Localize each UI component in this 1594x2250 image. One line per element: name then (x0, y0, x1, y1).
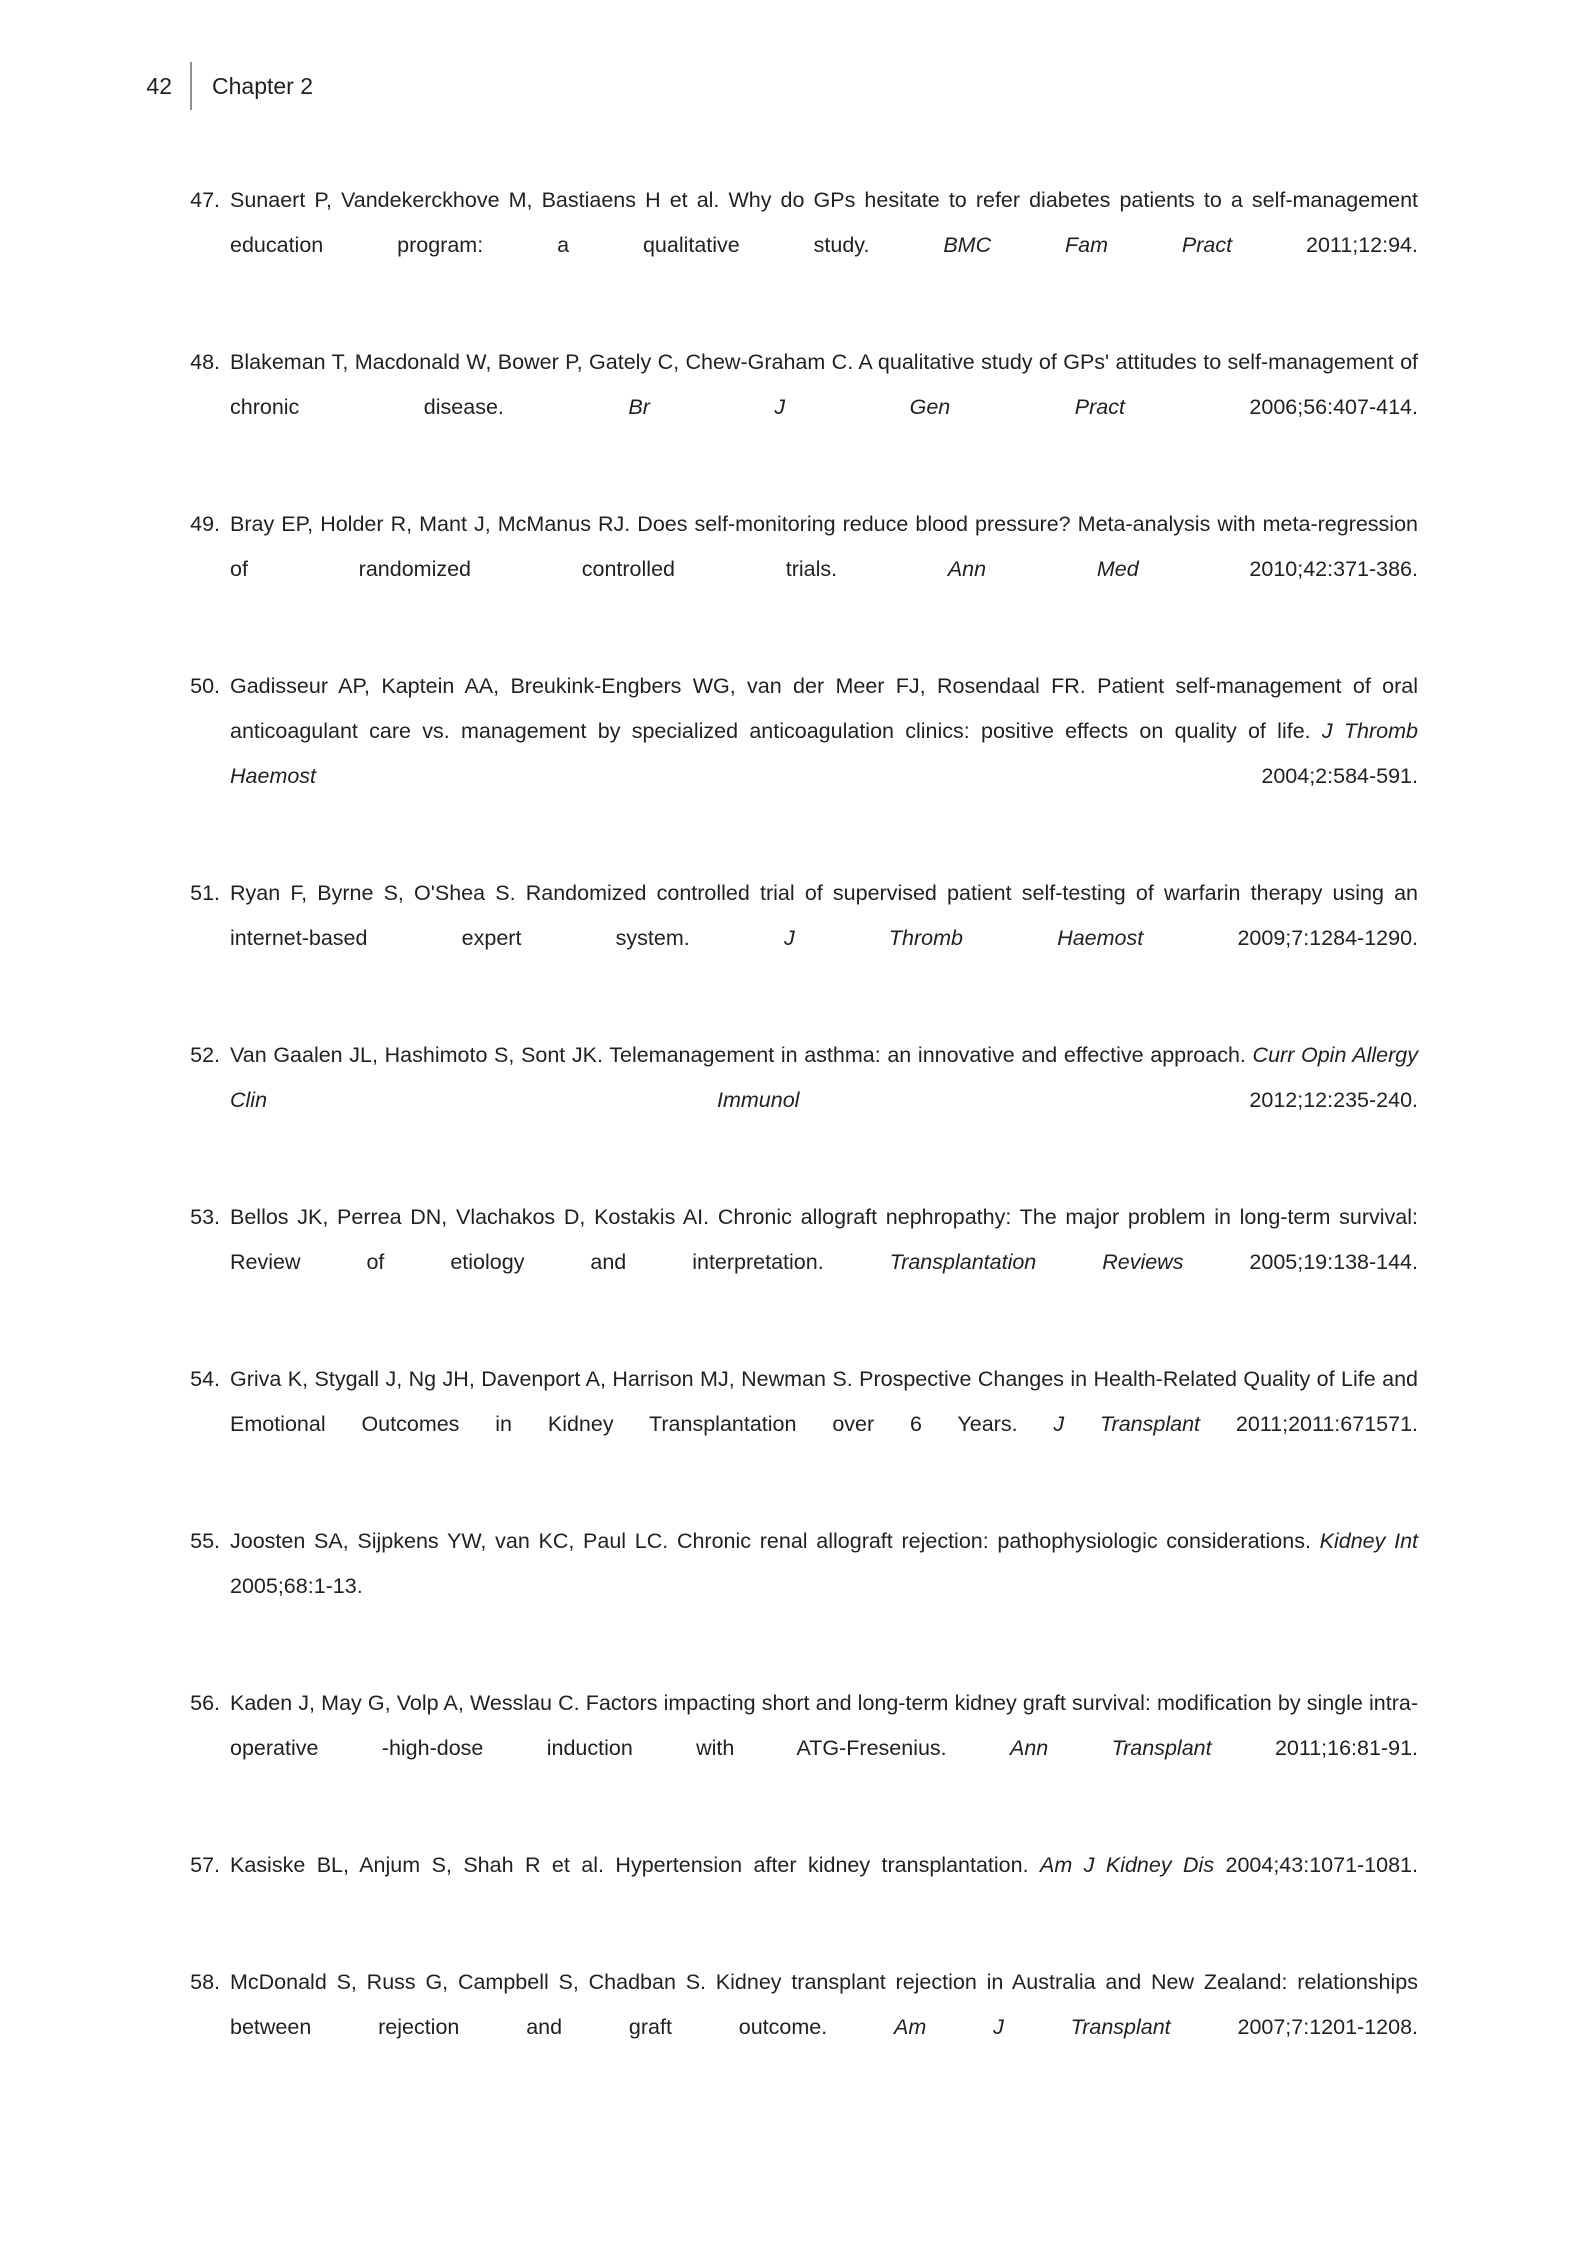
reference-journal: J Transplant (1053, 1412, 1201, 1436)
reference-journal: Am J Transplant (894, 2015, 1171, 2039)
reference-item (178, 1960, 1418, 2095)
reference-text (230, 340, 1418, 475)
reference-text (230, 1033, 1418, 1168)
reference-journal: BMC Fam Pract (943, 233, 1233, 257)
reference-text (230, 178, 1418, 313)
reference-number: 48. (190, 350, 220, 374)
reference-text (230, 1357, 1418, 1492)
reference-text-segment: 2009;7:1284-1290. (1143, 926, 1418, 950)
reference-text (230, 664, 1418, 844)
reference-text-segment: 2004;43:1071-1081. (1214, 1853, 1418, 1877)
reference-text-segment: Blakeman T, Macdonald W, Bower P, Gately C, Chew-Graham C. A qualitative study of GPs' attitudes to self-management of chronic disease. (230, 350, 1418, 419)
reference-journal: Am J Kidney Dis (1040, 1853, 1215, 1877)
reference-journal: Ann Med (947, 557, 1139, 581)
reference-text-segment: Bray EP, Holder R, Mant J, McManus RJ. Does self-monitoring reduce blood pressure? Meta-analysis with meta-regression of randomized controlled trials. (230, 512, 1418, 581)
reference-text-segment: Griva K, Stygall J, Ng JH, Davenport A, Harrison MJ, Newman S. Prospective Changes in Health-Related Quality of Life and Emotional Outcomes in Kidney Transplantation over 6 Years. (230, 1367, 1418, 1436)
reference-text-segment: McDonald S, Russ G, Campbell S, Chadban S. Kidney transplant rejection in Australia and New Zealand: relationships between rejection and graft outcome. (230, 1970, 1418, 2039)
reference-text-segment: 2004;2:584-591. (316, 764, 1418, 788)
reference-text (230, 1681, 1418, 1816)
reference-item (178, 502, 1418, 637)
reference-number: 53. (190, 1205, 220, 1229)
reference-text-segment: 2006;56:407-414. (1124, 395, 1418, 419)
reference-journal: Kidney Int (1319, 1529, 1418, 1553)
reference-number: 47. (190, 188, 220, 212)
reference-text-segment: Bellos JK, Perrea DN, Vlachakos D, Kostakis AI. Chronic allograft nephropathy: The major problem in long-term survival: Review of etiology and interpretation. (230, 1205, 1418, 1274)
reference-text (230, 1519, 1418, 1654)
reference-text-segment: 2011;2011:671571. (1200, 1412, 1418, 1436)
reference-text (230, 1195, 1418, 1330)
reference-text-segment: 2007;7:1201-1208. (1170, 2015, 1419, 2039)
reference-text-segment: Van Gaalen JL, Hashimoto S, Sont JK. Telemanagement in asthma: an innovative and effective approach. (230, 1043, 1253, 1067)
reference-text-segment: 2011;12:94. (1232, 233, 1418, 257)
header-divider (190, 62, 192, 110)
reference-journal: Br J Gen Pract (628, 395, 1125, 419)
reference-text-segment: 2005;19:138-144. (1183, 1250, 1418, 1274)
reference-journal: Curr Opin Allergy Clin Immunol (230, 1043, 1418, 1112)
reference-text-segment: 2010;42:371-386. (1138, 557, 1418, 581)
reference-item (178, 1033, 1418, 1168)
reference-number: 54. (190, 1367, 220, 1391)
reference-item (178, 1519, 1418, 1654)
reference-item (178, 1843, 1418, 1933)
reference-journal: Transplantation Reviews (889, 1250, 1184, 1274)
reference-text-segment: 2012;12:235-240. (799, 1088, 1418, 1112)
reference-text-segment: 2011;16:81-91. (1211, 1736, 1418, 1760)
reference-journal: J Thromb Haemost (230, 719, 1418, 788)
reference-text-segment: Ryan F, Byrne S, O'Shea S. Randomized controlled trial of supervised patient self-testing of warfarin therapy using an internet-based expert system. (230, 881, 1418, 950)
reference-text (230, 871, 1418, 1006)
reference-text-segment: Joosten SA, Sijpkens YW, van KC, Paul LC. Chronic renal allograft rejection: pathophysiologic considerations. (230, 1529, 1320, 1553)
reference-journal: Ann Transplant (1010, 1736, 1212, 1760)
reference-text (230, 502, 1418, 637)
chapter-label: Chapter 2 (212, 73, 314, 99)
reference-item (178, 664, 1418, 844)
reference-number: 56. (190, 1691, 220, 1715)
page-number: 42 (146, 73, 172, 99)
reference-number: 55. (190, 1529, 220, 1553)
reference-text-segment: Gadisseur AP, Kaptein AA, Breukink-Engbers WG, van der Meer FJ, Rosendaal FR. Patient self-management of oral anticoagulant care vs. management by specialized anticoagulation clinics: positive effects on quality of life. (230, 674, 1418, 743)
reference-text-segment: 2005;68:1-13. (230, 1574, 363, 1598)
reference-list (178, 178, 1418, 2122)
reference-journal: J Thromb Haemost (783, 926, 1144, 950)
reference-text-segment: Kaden J, May G, Volp A, Wesslau C. Factors impacting short and long-term kidney graft survival: modification by single intra-operative -high-dose induction with ATG-Fresenius. (230, 1691, 1418, 1760)
reference-text (230, 1843, 1418, 1933)
reference-item (178, 178, 1418, 313)
reference-text (230, 1960, 1418, 2095)
reference-text-segment: Sunaert P, Vandekerckhove M, Bastiaens H et al. Why do GPs hesitate to refer diabetes patients to a self-management education program: a qualitative study. (230, 188, 1418, 257)
reference-item (178, 1681, 1418, 1816)
reference-item (178, 340, 1418, 475)
page-header (126, 62, 313, 110)
reference-number: 49. (190, 512, 220, 536)
reference-item (178, 871, 1418, 1006)
reference-number: 57. (190, 1853, 220, 1877)
reference-number: 58. (190, 1970, 220, 1994)
reference-text-segment: Kasiske BL, Anjum S, Shah R et al. Hypertension after kidney transplantation. (230, 1853, 1040, 1877)
reference-item (178, 1195, 1418, 1330)
reference-number: 50. (190, 674, 220, 698)
reference-item (178, 1357, 1418, 1492)
reference-number: 52. (190, 1043, 220, 1067)
reference-number: 51. (190, 881, 220, 905)
